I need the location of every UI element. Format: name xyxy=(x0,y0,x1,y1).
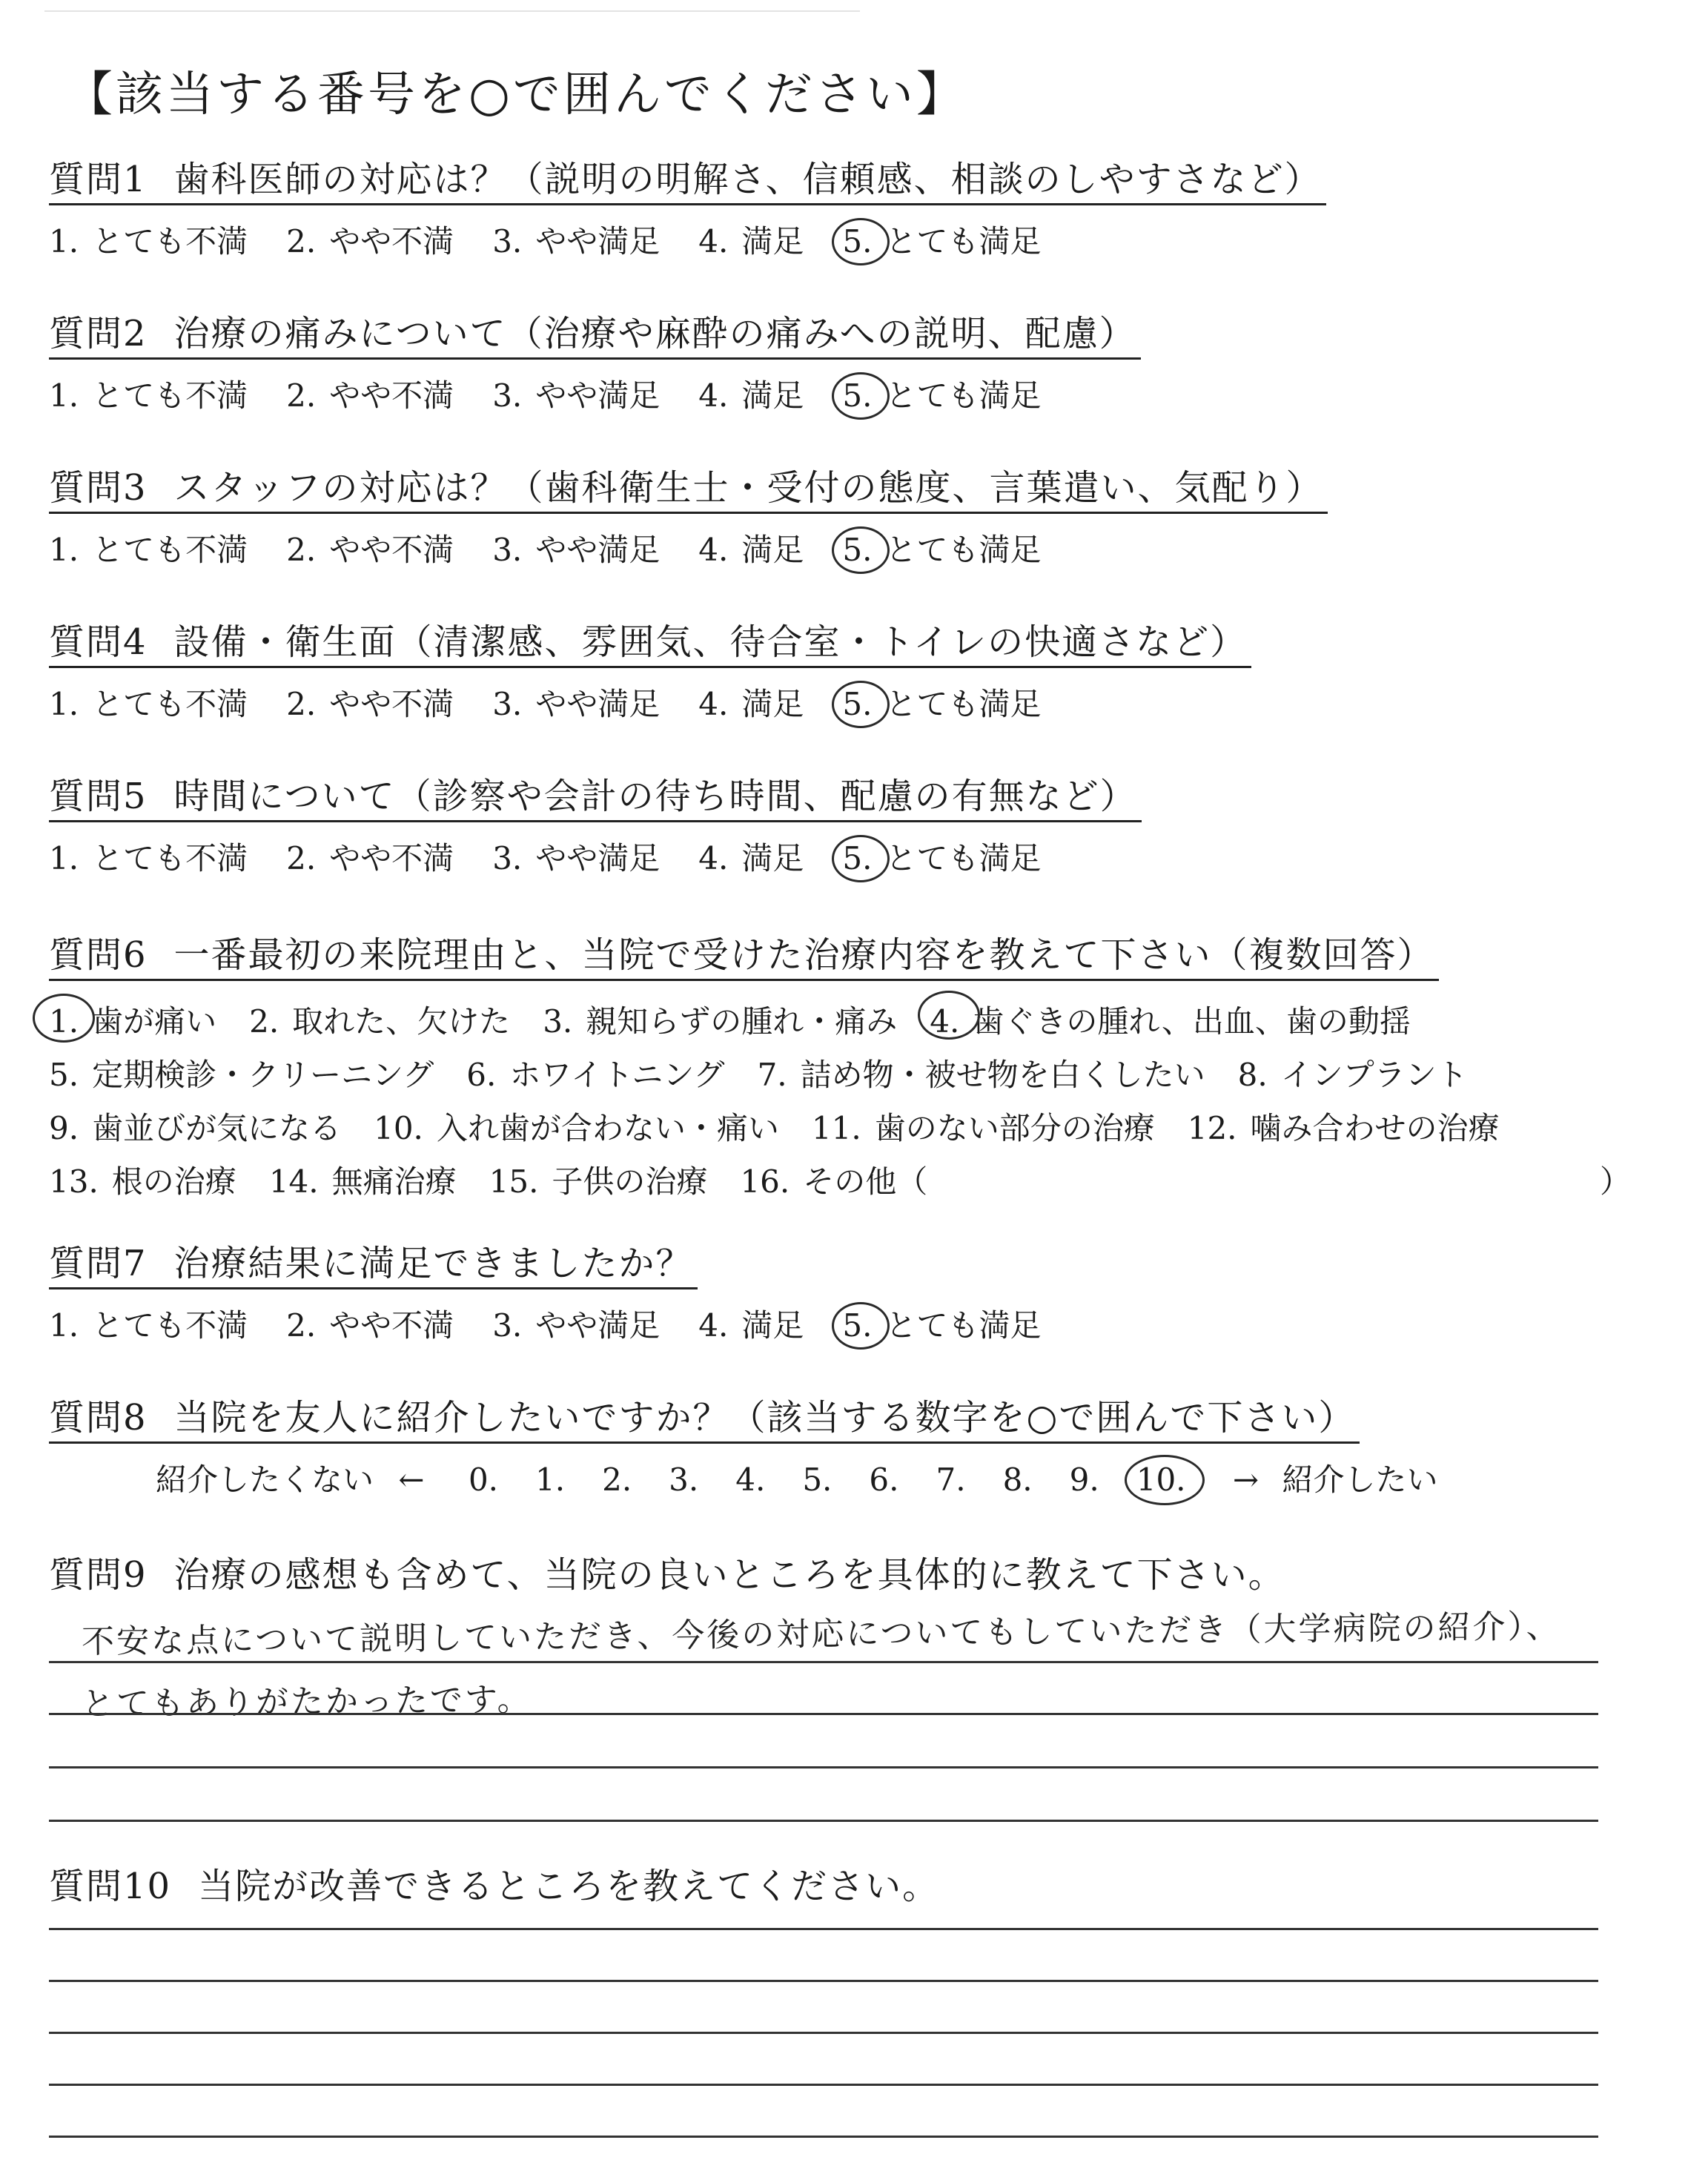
question-4-options xyxy=(49,682,1079,727)
option-label: ホワイトニング xyxy=(509,1057,725,1093)
left-arrow: ← xyxy=(398,1462,425,1498)
question-6-title: 質問6 一番最初の来院理由と、当院で受けた治療内容を教えて下さい（複数回答） xyxy=(49,931,1439,981)
option-label: とても満足 xyxy=(885,223,1042,260)
option-number: 1. xyxy=(49,377,79,414)
option-label: とても不満 xyxy=(92,686,248,722)
handwritten-answer-line-1: 不安な点について説明していただき、今後の対応についてもしていただき（大学病院の紹介）、 xyxy=(81,1608,1561,1661)
option-label: 歯並びが気になる xyxy=(92,1110,342,1146)
q2-option-4[interactable] xyxy=(698,374,804,418)
option-number: 3. xyxy=(492,377,523,414)
option-label: やや不満 xyxy=(329,840,454,876)
question-1-options xyxy=(49,219,1079,264)
option-number: 2. xyxy=(249,1003,279,1040)
option-number: 3. xyxy=(492,532,523,568)
option-number: 3. xyxy=(492,223,523,260)
q4-option-1[interactable] xyxy=(49,682,248,727)
option-number: 5. xyxy=(842,532,873,568)
option-label: とても不満 xyxy=(92,840,248,876)
option-label: やや不満 xyxy=(329,377,454,414)
option-label: やや不満 xyxy=(329,1307,454,1344)
option-number: 2. xyxy=(286,686,317,722)
question-text: 時間について（診察や会計の待ち時間、配慮の有無など） xyxy=(173,776,1137,817)
option-number: 3. xyxy=(492,686,523,722)
option-number: 9. xyxy=(49,1110,79,1146)
q6-option-10[interactable] xyxy=(374,1102,779,1155)
option-number: 3. xyxy=(543,1003,573,1040)
answer-line xyxy=(49,1661,1598,1663)
scale-number-label: 10. xyxy=(1136,1462,1186,1498)
question-7-title: 質問7 治療結果に満足できましたか？ xyxy=(49,1240,698,1289)
q6-option-15[interactable] xyxy=(489,1155,708,1209)
question-5-options xyxy=(49,836,1079,881)
scale-number-5[interactable]: 5. xyxy=(802,1462,833,1498)
q1-option-4[interactable] xyxy=(698,219,804,264)
option-number: 1. xyxy=(49,223,79,260)
q2-option-3[interactable] xyxy=(492,374,660,418)
question-number: 質問5 xyxy=(49,776,148,817)
scale-number-0[interactable]: 0. xyxy=(468,1462,499,1498)
q5-option-3[interactable] xyxy=(492,836,660,881)
scale-number-8[interactable]: 8. xyxy=(1002,1462,1033,1498)
option-label: とても満足 xyxy=(885,532,1042,568)
q3-option-1[interactable] xyxy=(49,528,248,572)
q6-option-9[interactable] xyxy=(49,1102,341,1155)
answer-line xyxy=(49,1766,1598,1768)
option-number: 7. xyxy=(757,1057,787,1093)
question-number: 質問1 xyxy=(49,159,148,200)
question-10-title: 質問10 当院が改善できるところを教えてください。 xyxy=(49,1866,940,1907)
option-label: やや満足 xyxy=(535,1307,661,1344)
option-number: 5. xyxy=(842,377,873,414)
q5-option-4[interactable] xyxy=(698,836,804,881)
option-number: 5. xyxy=(49,1057,79,1093)
answer-line xyxy=(49,2136,1598,2138)
question-6-options xyxy=(49,995,1665,1209)
q1-option-1[interactable] xyxy=(49,219,248,264)
right-arrow: → xyxy=(1232,1462,1260,1498)
option-number: 4. xyxy=(930,1003,960,1040)
option-label: 子供の治療 xyxy=(552,1163,708,1200)
option-label: 無痛治療 xyxy=(331,1163,457,1200)
option-number: 5. xyxy=(842,223,873,260)
q4-option-2[interactable] xyxy=(286,682,454,727)
question-text: 治療の痛みについて（治療や麻酔の痛みへの説明、配慮） xyxy=(173,313,1136,354)
option-label: やや満足 xyxy=(535,532,661,568)
option-number: 8. xyxy=(1237,1057,1268,1093)
option-label: 取れた、欠けた xyxy=(292,1003,511,1040)
q6-option-5[interactable] xyxy=(49,1048,434,1102)
question-8-title: 質問8 当院を友人に紹介したいですか？（該当する数字を○で囲んで下さい） xyxy=(49,1394,1360,1444)
option-label: 満足 xyxy=(741,377,804,414)
option-number: 16. xyxy=(740,1163,790,1200)
q4-option-4[interactable] xyxy=(698,682,804,727)
option-number: 4. xyxy=(698,532,729,568)
option-number: 4. xyxy=(698,840,729,876)
option-number: 3. xyxy=(492,840,523,876)
option-label: やや満足 xyxy=(535,377,661,414)
question-text: 歯科医師の対応は？（説明の明解さ、信頼感、相談のしやすさなど） xyxy=(173,159,1322,200)
q6-option-2[interactable] xyxy=(249,995,510,1048)
q3-option-4[interactable] xyxy=(698,528,804,572)
option-number: 4. xyxy=(698,686,729,722)
answer-line xyxy=(49,1820,1598,1822)
q5-option-5[interactable] xyxy=(842,836,1041,881)
handwritten-answer-line-2: とてもありがたかったです。 xyxy=(81,1680,532,1723)
q5-option-1[interactable] xyxy=(49,836,248,881)
option-label: 歯のない部分の治療 xyxy=(874,1110,1155,1146)
option-number: 1. xyxy=(49,840,79,876)
option-label: とても満足 xyxy=(885,840,1042,876)
option-number: 1. xyxy=(49,686,79,722)
option-label: 満足 xyxy=(741,686,804,722)
scan-edge-line xyxy=(44,10,860,12)
question-text: スタッフの対応は？（歯科衛生士・受付の態度、言葉遣い、気配り） xyxy=(173,467,1323,509)
option-label: やや不満 xyxy=(329,223,454,260)
option-label: 満足 xyxy=(741,223,804,260)
option-number: 1. xyxy=(49,1003,79,1040)
recommendation-scale xyxy=(156,1458,1452,1502)
q6-option-1[interactable] xyxy=(49,995,216,1048)
option-label: やや満足 xyxy=(535,686,661,722)
question-9-title: 質問9 治療の感想も含めて、当院の良いところを具体的に教えて下さい。 xyxy=(49,1554,1285,1596)
scale-number-6[interactable]: 6. xyxy=(869,1462,899,1498)
option-number: 4. xyxy=(698,223,729,260)
answer-line xyxy=(49,2032,1598,2034)
option-label: インプラント xyxy=(1280,1057,1468,1093)
option-label: その他（ xyxy=(803,1163,928,1200)
option-label: 定期検診・クリーニング xyxy=(92,1057,434,1093)
option-number: 4. xyxy=(698,1307,729,1344)
scale-number-9[interactable]: 9. xyxy=(1069,1462,1099,1498)
q3-option-2[interactable] xyxy=(286,528,454,572)
q6-option-14[interactable] xyxy=(269,1155,457,1209)
q3-option-5[interactable] xyxy=(842,528,1041,572)
option-number: 2. xyxy=(286,1307,317,1344)
option-label: やや満足 xyxy=(535,223,661,260)
q5-option-2[interactable] xyxy=(286,836,454,881)
q7-option-4[interactable] xyxy=(698,1304,804,1348)
option-label: 根の治療 xyxy=(111,1163,236,1200)
option-label: とても満足 xyxy=(885,686,1042,722)
q6-option-13[interactable] xyxy=(49,1155,236,1209)
option-label: 噛み合わせの治療 xyxy=(1250,1110,1500,1146)
question-7-options xyxy=(49,1304,1079,1348)
option-number: 10. xyxy=(374,1110,423,1146)
question-4-title xyxy=(49,618,1251,668)
form-instruction-header: 【該当する番号を○で囲んでください】 xyxy=(65,67,967,122)
q7-option-2[interactable] xyxy=(286,1304,454,1348)
option-number: 3. xyxy=(492,1307,523,1344)
question-number: 質問3 xyxy=(49,467,148,509)
question-number: 質問4 xyxy=(49,621,148,663)
answer-line xyxy=(49,2084,1598,2086)
option-number: 1. xyxy=(49,1307,79,1344)
option-label: 満足 xyxy=(741,1307,804,1344)
q6-option-8[interactable] xyxy=(1238,1048,1468,1102)
option-number: 2. xyxy=(286,532,317,568)
q1-option-2[interactable] xyxy=(286,219,454,264)
question-text: 設備・衛生面（清潔感、雰囲気、待合室・トイレの快適さなど） xyxy=(173,621,1248,663)
answer-line xyxy=(49,1713,1598,1715)
option-label: やや不満 xyxy=(329,532,454,568)
option-label: 歯が痛い xyxy=(92,1003,217,1040)
option-label: 満足 xyxy=(741,840,804,876)
option-number: 4. xyxy=(698,377,729,414)
option-label: 詰め物・被せ物を白くしたい xyxy=(800,1057,1205,1093)
q6-option-3[interactable] xyxy=(543,995,897,1048)
option-number: 15. xyxy=(489,1163,539,1200)
option-label: 入れ歯が合わない・痛い xyxy=(436,1110,779,1146)
q7-option-5[interactable] xyxy=(842,1304,1041,1348)
option-number: 1. xyxy=(49,532,79,568)
question-2-options xyxy=(49,374,1079,418)
option-label: やや不満 xyxy=(329,686,454,722)
q1-option-3[interactable] xyxy=(492,219,660,264)
scale-number-7[interactable]: 7. xyxy=(936,1462,966,1498)
option-number: 2. xyxy=(286,840,317,876)
option-label: 親知らずの腫れ・痛み xyxy=(586,1003,898,1040)
q6-option-7[interactable] xyxy=(758,1048,1205,1102)
scale-left-label: 紹介したくない xyxy=(156,1462,374,1498)
q6-option-11[interactable] xyxy=(812,1102,1155,1155)
q6-option-4[interactable] xyxy=(930,995,1411,1048)
q2-option-2[interactable] xyxy=(286,374,454,418)
scale-number-4[interactable]: 4. xyxy=(735,1462,766,1498)
option-number: 2. xyxy=(286,223,317,260)
option-number: 11. xyxy=(811,1110,861,1146)
scale-right-label: 紹介したい xyxy=(1282,1462,1438,1498)
question-3-options xyxy=(49,528,1079,572)
question-5-title xyxy=(49,773,1142,822)
q1-option-5[interactable] xyxy=(842,219,1041,264)
q4-option-5[interactable] xyxy=(842,682,1041,727)
option-label: とても不満 xyxy=(92,1307,248,1344)
option-number: 5. xyxy=(842,840,873,876)
question-3-title xyxy=(49,464,1328,514)
scale-number-1[interactable]: 1. xyxy=(535,1462,566,1498)
q4-option-3[interactable] xyxy=(492,682,660,727)
q2-option-5[interactable] xyxy=(842,374,1041,418)
question-1-title xyxy=(49,156,1326,205)
scale-number-10[interactable] xyxy=(1136,1458,1186,1502)
option-number: 14. xyxy=(268,1163,319,1200)
option-label: とても不満 xyxy=(92,377,248,414)
q7-option-3[interactable] xyxy=(492,1304,660,1348)
scale-number-3[interactable]: 3. xyxy=(669,1462,699,1498)
q3-option-3[interactable] xyxy=(492,528,660,572)
option-label: とても不満 xyxy=(92,223,248,260)
q6-option-6[interactable] xyxy=(466,1048,724,1102)
option-number: 12. xyxy=(1187,1110,1237,1146)
option-label: やや満足 xyxy=(535,840,661,876)
option-label: 歯ぐきの腫れ、出血、歯の動揺 xyxy=(973,1003,1411,1040)
option-number: 5. xyxy=(842,1307,873,1344)
option-label: とても満足 xyxy=(885,1307,1042,1344)
option-label: とても満足 xyxy=(885,377,1042,414)
other-close-paren: ） xyxy=(1600,1163,1632,1200)
q7-option-1[interactable] xyxy=(49,1304,248,1348)
option-label: とても不満 xyxy=(92,532,248,568)
scale-number-2[interactable]: 2. xyxy=(602,1462,632,1498)
option-number: 2. xyxy=(286,377,317,414)
answer-line xyxy=(49,1928,1598,1930)
answer-line xyxy=(49,1980,1598,1982)
q6-option-16[interactable] xyxy=(740,1155,927,1209)
option-number: 13. xyxy=(49,1163,99,1200)
question-2-title xyxy=(49,310,1141,360)
option-label: 満足 xyxy=(741,532,804,568)
question-number: 質問2 xyxy=(49,313,148,354)
option-number: 6. xyxy=(466,1057,497,1093)
q2-option-1[interactable] xyxy=(49,374,248,418)
option-number: 5. xyxy=(842,686,873,722)
q6-option-12[interactable] xyxy=(1188,1102,1500,1155)
